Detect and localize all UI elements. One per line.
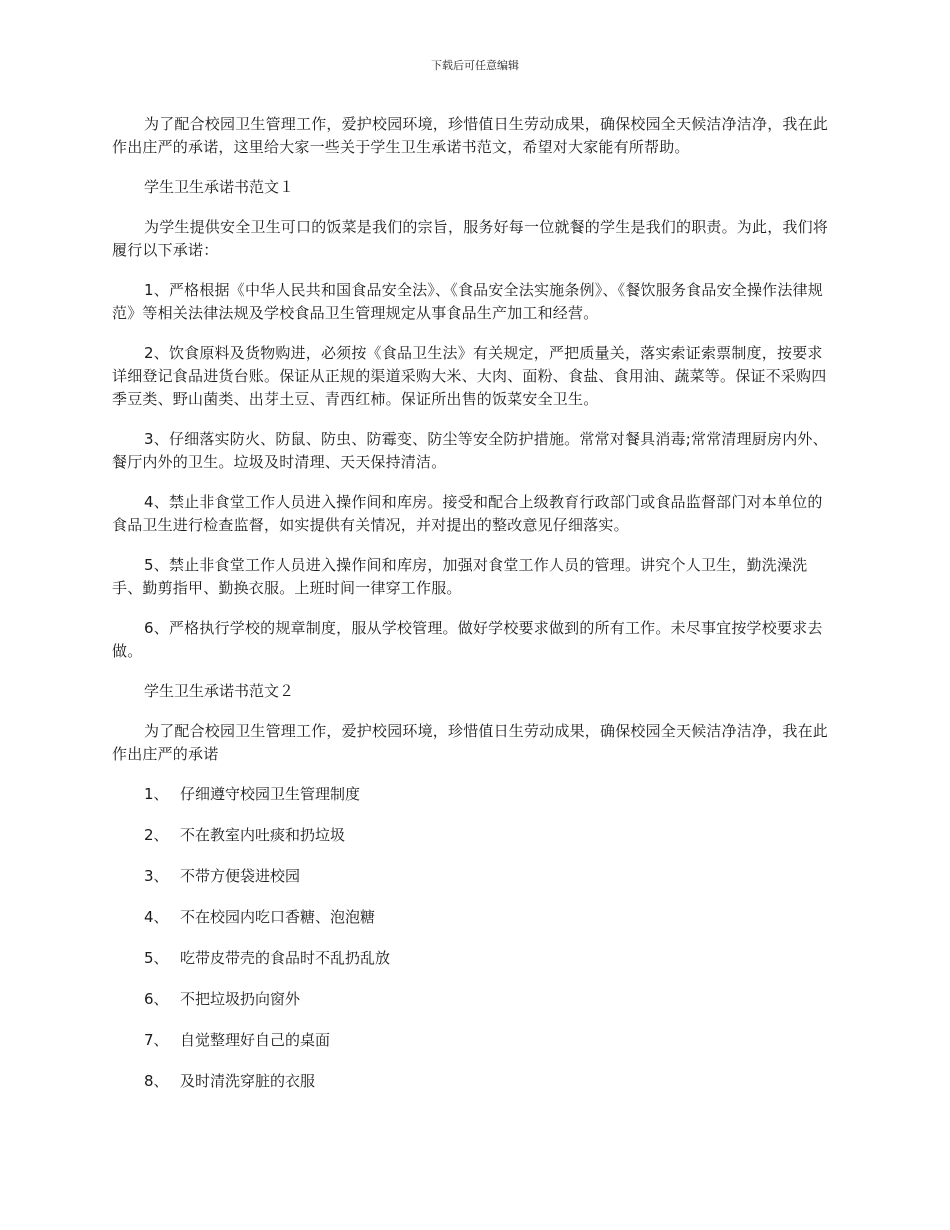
- list-item: [144, 1070, 830, 1093]
- section-1-paragraph: 为学生提供安全卫生可口的饭菜是我们的宗旨，服务好每一位就餐的学生是我们的职责。为此，我们将履行以下承诺：: [112, 218, 829, 259]
- list-item-text: 吃带皮带壳的食品时不乱扔乱放: [180, 949, 391, 967]
- list-item-number: 7、: [144, 1031, 169, 1049]
- intro-paragraph: 为了配合校园卫生管理工作，爱护校园环境，珍惜值日生劳动成果，确保校园全天候洁净洁净，我在此作出庄严的承诺，这里给大家一些关于学生卫生承诺书范文，希望对大家能有所帮助。: [112, 115, 829, 156]
- list-item-number: 8、: [144, 1072, 169, 1090]
- list-item: [144, 783, 830, 806]
- list-item-text: 不在教室内吐痰和扔垃圾: [180, 826, 346, 844]
- list-item-text: 不把垃圾扔向窗外: [180, 990, 301, 1008]
- section-2-title: 学生卫生承诺书范文２: [144, 682, 295, 700]
- list-item: [144, 1029, 830, 1052]
- list-item-number: 6、: [144, 990, 169, 1008]
- list-item-number: 3、: [144, 867, 169, 885]
- list-item: [144, 865, 830, 888]
- list-item-text: 不在校园内吃口香糖、泡泡糖: [180, 908, 376, 926]
- list-item: [144, 906, 830, 929]
- list-item-number: 2、: [144, 826, 169, 844]
- list-item-text: 不带方便袋进校园: [180, 867, 301, 885]
- page-header-note: 下载后可任意编辑: [431, 59, 519, 72]
- list-item-number: 4、: [144, 908, 169, 926]
- section-1-paragraph: 3、仔细落实防火、防鼠、防虫、防霉变、防尘等安全防护措施。常常对餐具消毒;常常清理厨房内外、餐厅内外的卫生。垃圾及时清理、天天保持清洁。: [112, 430, 828, 471]
- section-1-title: 学生卫生承诺书范文１: [144, 178, 295, 196]
- document-body: [112, 113, 830, 1111]
- section-1-paragraph: 1、严格根据《中华人民共和国食品安全法》、《食品安全法实施条例》、《餐饮服务食品安全操作法律规范》等相关法律法规及学校食品卫生管理规定从事食品生产加工和经营。: [112, 281, 823, 322]
- list-item-number: 1、: [144, 785, 169, 803]
- section-1-paragraph: 2、饮食原料及货物购进，必须按《食品卫生法》有关规定，严把质量关，落实索证索票制度，按要求详细登记食品进货台账。保证从正规的渠道采购大米、大肉、面粉、食盐、食用油、蔬菜等。保证不采购四季豆类、野山菌类、出芽土豆、青西红柿。保证所出售的饭菜安全卫生。: [112, 344, 827, 408]
- list-item: [144, 988, 830, 1011]
- list-item: [144, 824, 830, 847]
- list-item-number: 5、: [144, 949, 169, 967]
- section-1-paragraph: 4、禁止非食堂工作人员进入操作间和库房。接受和配合上级教育行政部门或食品监督部门对本单位的食品卫生进行检查监督，如实提供有关情况，并对提出的整改意见仔细落实。: [112, 493, 823, 534]
- section-1-paragraph: 5、禁止非食堂工作人员进入操作间和库房，加强对食堂工作人员的管理。讲究个人卫生，勤洗澡洗手、勤剪指甲、勤换衣服。上班时间一律穿工作服。: [112, 556, 808, 597]
- pledge-list: [112, 783, 830, 1093]
- section-2-intro: 为了配合校园卫生管理工作，爱护校园环境，珍惜值日生劳动成果，确保校园全天候洁净洁净，我在此作出庄严的承诺: [112, 722, 829, 763]
- list-item-text: 仔细遵守校园卫生管理制度: [180, 785, 361, 803]
- list-item-text: 及时清洗穿脏的衣服: [180, 1072, 316, 1090]
- list-item: [144, 947, 830, 970]
- list-item-text: 自觉整理好自己的桌面: [180, 1031, 331, 1049]
- section-1-paragraph: 6、严格执行学校的规章制度，服从学校管理。做好学校要求做到的所有工作。未尽事宜按学校要求去做。: [112, 619, 823, 660]
